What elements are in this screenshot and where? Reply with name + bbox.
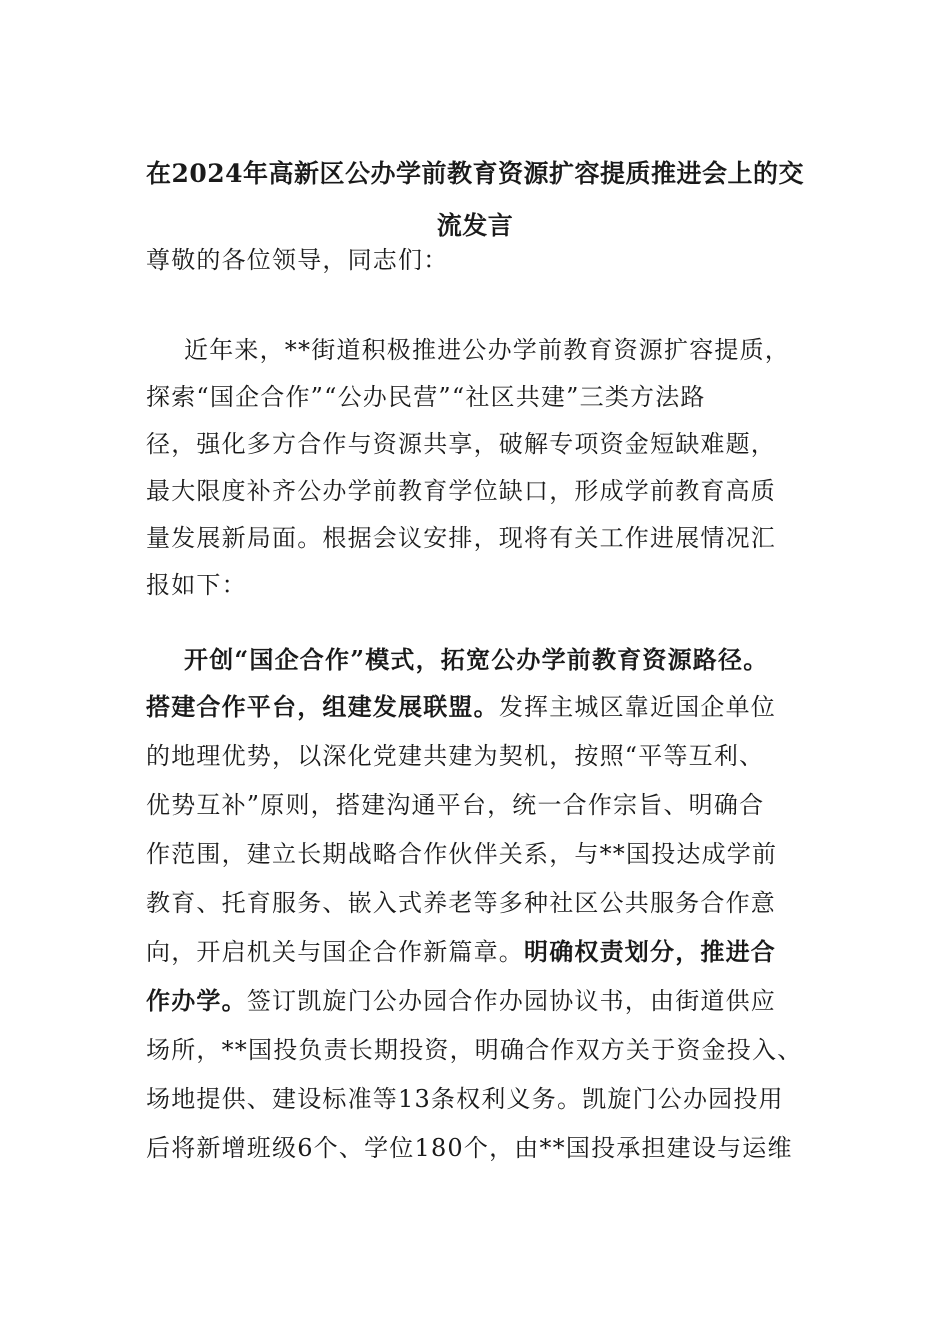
intro-line-5: 量发展新局面。根据会议安排，现将有关工作进展情况汇 [146,524,776,552]
section-1-line-10: 后将新增班级6个、学位180个，由**国投承担建设与运维 [146,1134,793,1162]
section-1-line-5: 教育、托育服务、嵌入式养老等多种社区公共服务合作意 [146,889,776,917]
subheading-authority-part-2: 作办学。 [146,986,247,1015]
section-1-line-3: 优势互补”原则，搭建沟通平台，统一合作宗旨、明确合 [146,791,765,819]
section-1-line-6-text: 向，开启机关与国企合作新篇章。 [146,938,524,966]
intro-line-3: 径，强化多方合作与资源共享，破解专项资金短缺难题， [146,430,776,458]
intro-line-4: 最大限度补齐公办学前教育学位缺口，形成学前教育高质 [146,477,776,505]
intro-line-6: 报如下： [146,571,247,599]
section-1-line-9: 场地提供、建设标准等13条权利义务。凯旋门公办园投用 [146,1085,784,1113]
section-1-line-2: 的地理优势，以深化党建共建为契机，按照“平等互利、 [146,742,765,770]
intro-line-1: 近年来，**街道积极推进公办学前教育资源扩容提质， [184,336,790,364]
section-1-line-6 [146,932,776,972]
section-1-line-4: 作范围，建立长期战略合作伙伴关系，与**国投达成学前 [146,840,778,868]
section-1-line-1 [146,687,776,727]
section-1-line-1-text: 发挥主城区靠近国企单位 [498,693,777,721]
title-line-1: 在2024年高新区公办学前教育资源扩容提质推进会上的交 [145,159,805,188]
document-title [140,148,810,252]
section-1-line-7-text: 签订凯旋门公办园合作办园协议书，由街道供应 [246,987,777,1015]
title-line-2: 流发言 [436,211,514,240]
subheading-authority-part-1: 明确权责划分，推进合 [524,937,776,966]
section-1-line-8: 场所，**国投负责长期投资，明确合作双方关于资金投入、 [146,1036,803,1064]
salutation: 尊敬的各位领导，同志们： [146,246,449,274]
intro-line-2: 探索“国企合作”“公办民营”“社区共建”三类方法路 [146,383,706,411]
section-1-line-7 [146,981,776,1021]
section-1-heading: 开创“国企合作”模式，拓宽公办学前教育资源路径。 [184,645,769,674]
subheading-platform: 搭建合作平台，组建发展联盟。 [146,692,499,721]
